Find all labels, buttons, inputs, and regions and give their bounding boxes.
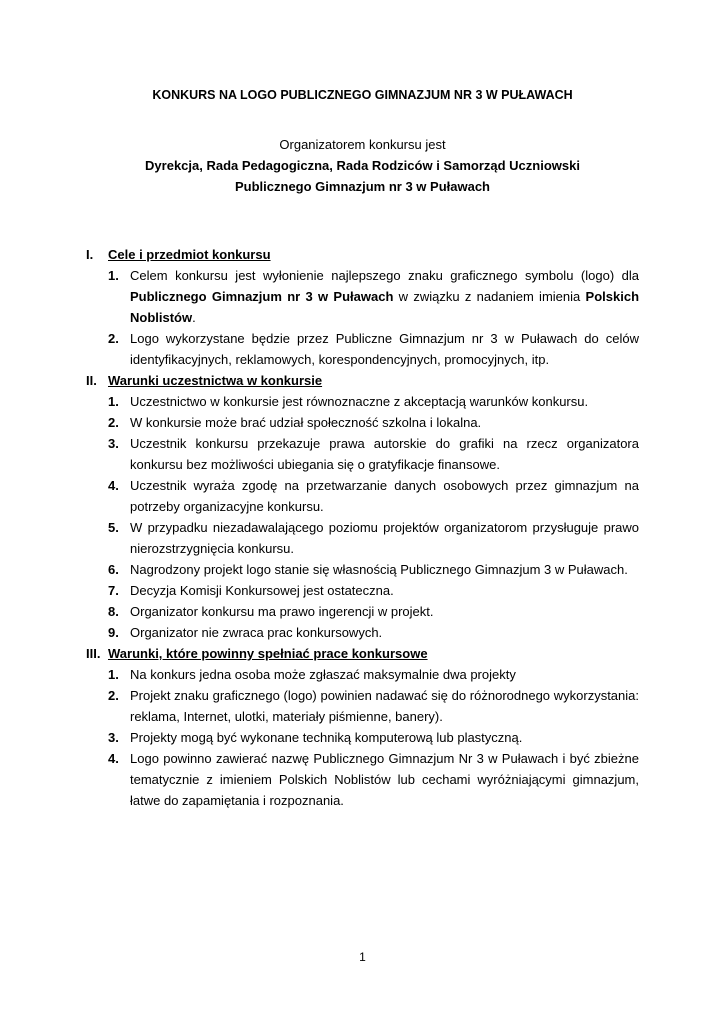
section-number: I. (86, 247, 94, 262)
item-text-bold: Polskich Noblistów (130, 289, 640, 325)
item-text (130, 664, 639, 685)
item-text (130, 433, 639, 475)
item-text (130, 685, 639, 727)
item-text (130, 391, 639, 412)
item-text-part: Organizator nie zwraca prac konkursowych. (130, 625, 383, 640)
item-text (130, 265, 639, 328)
list-item (86, 559, 639, 580)
item-number: 2. (108, 688, 119, 703)
list-item (86, 328, 639, 370)
item-text-part: Projekty mogą być wykonane techniką komputerową lub plastyczną. (130, 730, 523, 745)
list-item (86, 517, 639, 559)
item-number: 7. (108, 583, 119, 598)
item-text-part: Logo powinno zawierać nazwę Publicznego Gimnazjum Nr 3 w Puławach i być zbieżne tematycznie z imieniem Polskich Noblistów lub cechami wyróżniającymi gimnazjum, łatwe do zapamiętania i rozpoznania. (130, 751, 639, 808)
item-number: 9. (108, 625, 119, 640)
list-item (86, 433, 639, 475)
list-item (86, 475, 639, 517)
item-text-part: Uczestnik konkursu przekazuje prawa autorskie do grafiki na rzecz organizatora konkursu bez możliwości ubiegania się o gratyfikacje finansowe. (130, 436, 639, 472)
organizer-intro: Organizatorem konkursu jest (279, 137, 446, 152)
item-number: 8. (108, 604, 119, 619)
item-text (130, 727, 639, 748)
section-heading (86, 244, 639, 265)
item-number: 1. (108, 667, 119, 682)
item-text-part: Celem konkursu jest wyłonienie najlepszego znaku graficznego symbolu (logo) dla (130, 268, 639, 283)
item-text (130, 328, 639, 370)
regulations-list (86, 244, 639, 811)
item-text-part: Uczestnik wyraża zgodę na przetwarzanie danych osobowych przez gimnazjum na potrzeby organizacyjne konkursu. (130, 478, 639, 514)
section-title: Warunki, które powinny spełniać prace konkursowe (108, 646, 428, 661)
item-text-part: . (192, 310, 196, 325)
item-text-part: Decyzja Komisji Konkursowej jest ostateczna. (130, 583, 394, 598)
section-1 (86, 244, 639, 370)
item-text-part: Nagrodzony projekt logo stanie się własnością Publicznego Gimnazjum 3 w Puławach. (130, 562, 628, 577)
item-number: 1. (108, 394, 119, 409)
item-number: 6. (108, 562, 119, 577)
item-number: 2. (108, 415, 119, 430)
item-number: 4. (108, 751, 119, 766)
item-text-part: Uczestnictwo w konkursie jest równoznaczne z akceptacją warunków konkursu. (130, 394, 589, 409)
item-text (130, 475, 639, 517)
section-title: Warunki uczestnictwa w konkursie (108, 373, 323, 388)
list-item (86, 685, 639, 727)
item-text (130, 412, 639, 433)
item-text (130, 559, 639, 580)
item-number: 3. (108, 730, 119, 745)
section-title: Cele i przedmiot konkursu (108, 247, 271, 262)
section-number: III. (86, 646, 101, 661)
item-text (130, 622, 639, 643)
item-text (130, 748, 639, 811)
list-item (86, 265, 639, 328)
item-text-part: Organizator konkursu ma prawo ingerencji w projekt. (130, 604, 434, 619)
item-number: 1. (108, 268, 119, 283)
item-text-part: Na konkurs jedna osoba może zgłaszać maksymalnie dwa projekty (130, 667, 516, 682)
list-item (86, 391, 639, 412)
organizer-line-1: Dyrekcja, Rada Pedagogiczna, Rada Rodziców i Samorząd Uczniowski (145, 158, 580, 173)
section-heading (86, 370, 639, 391)
item-number: 4. (108, 478, 119, 493)
item-text (130, 580, 639, 601)
document-title: KONKURS NA LOGO PUBLICZNEGO GIMNAZJUM NR 3 W PUŁAWACH (152, 88, 573, 102)
item-text-part: W przypadku niezadawalającego poziomu projektów organizatorom przysługuje prawo nierozstrzygnięcia konkursu. (130, 520, 639, 556)
item-text-part: w związku z nadaniem imienia (393, 289, 586, 304)
list-item (86, 727, 639, 748)
item-text (130, 517, 639, 559)
list-item (86, 664, 639, 685)
section-2 (86, 370, 639, 643)
item-text-bold: Publicznego Gimnazjum nr 3 w Puławach (130, 289, 394, 304)
item-text (130, 601, 639, 622)
list-item (86, 412, 639, 433)
item-number: 5. (108, 520, 119, 535)
item-number: 2. (108, 331, 119, 346)
item-text-part: W konkursie może brać udział społeczność szkolna i lokalna. (130, 415, 482, 430)
section-number: II. (86, 373, 97, 388)
item-text-part: Logo wykorzystane będzie przez Publiczne Gimnazjum nr 3 w Puławach do celów identyfikacyjnych, reklamowych, korespondencyjnych, promocyjnych, itp. (130, 331, 639, 367)
page-number: 1 (359, 950, 366, 964)
list-item (86, 580, 639, 601)
list-item (86, 622, 639, 643)
section-3 (86, 643, 639, 811)
item-number: 3. (108, 436, 119, 451)
list-item (86, 748, 639, 811)
organizer-line-2: Publicznego Gimnazjum nr 3 w Puławach (235, 179, 490, 194)
list-item (86, 601, 639, 622)
section-heading (86, 643, 639, 664)
item-text-part: Projekt znaku graficznego (logo) powinien nadawać się do różnorodnego wykorzystania: reklama, Internet, ulotki, materiały piśmienne, banery). (130, 688, 639, 724)
